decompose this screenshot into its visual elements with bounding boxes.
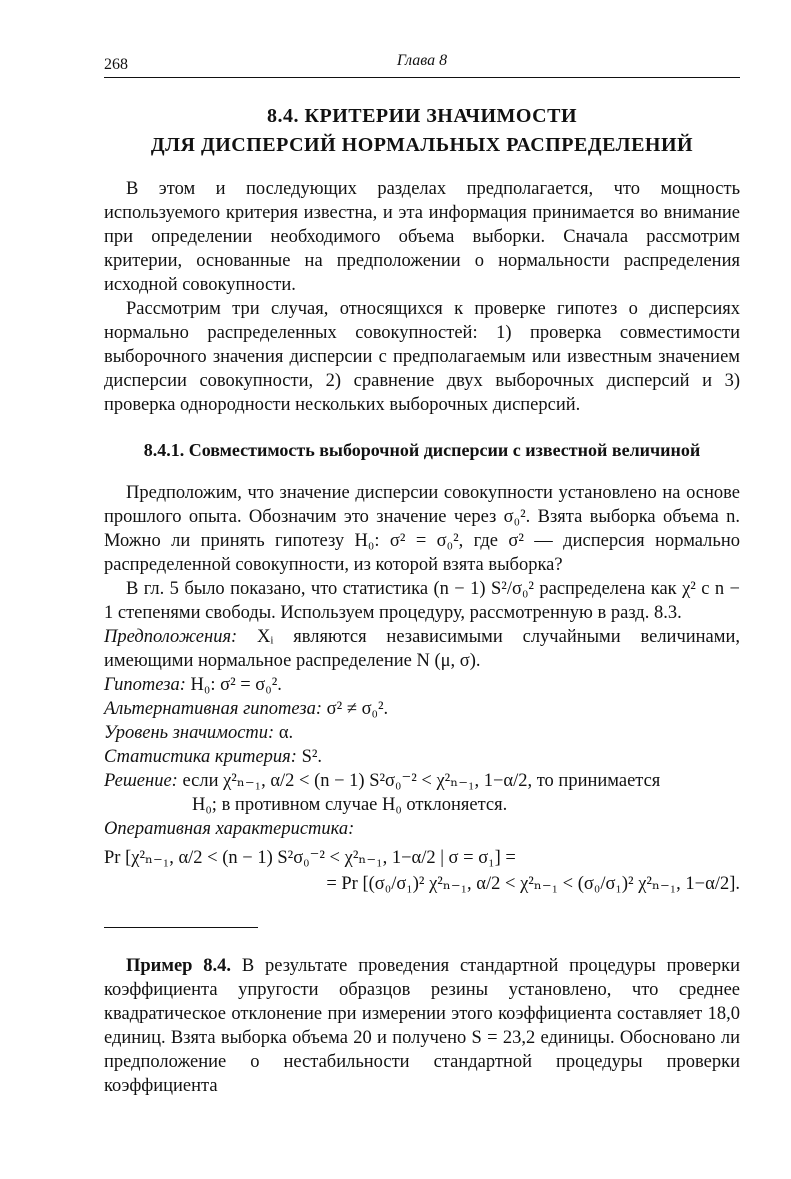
intro-paragraph-2: Рассмотрим три случая, относящихся к проверке гипотез о дисперсиях нормально распределенных совокупностей: 1) проверка совместимости выборочного значения дисперсии с предполагаемым или известным значением дисперсии совокупности, 2) сравнение двух выборочных дисперсий и 3) проверка однородности нескольких выборочных дисперсий. [104,299,740,415]
decision-text-2: H₀; в противном случае H₀ отклоняется. [192,795,508,815]
alternative-label: Альтернативная гипотеза: [104,699,323,719]
assumptions-row [104,625,740,673]
example-label: Пример 8.4. [126,956,232,976]
statistic-label: Статистика критерия: [104,747,297,767]
oc-row [104,817,740,841]
example-paragraph [104,954,740,1098]
decision-text-1: если χ²ₙ₋₁, α/2 < (n − 1) S²σ₀⁻² < χ²ₙ₋₁, 1−α/2, то принимается [182,771,661,791]
subsection-paragraph-1: Предположим, что значение дисперсии совокупности установлено на основе прошлого опыта. Обозначим это значение через σ₀². Взята выборка объема n. Можно ли принять гипотезу H₀: σ² = σ₀², где σ² — дисперсия нормально распределенной совокупности, из которой взята выборка? [104,483,740,575]
document-page [104,52,740,1098]
subsection-heading: 8.4.1. Совместимость выборочной дисперсии с известной величиной [143,440,701,460]
subsection-paragraph-2: В гл. 5 было показано, что статистика (n − 1) S²/σ₀² распределена как χ² с n − 1 степенями свободы. Используем процедуру, рассмотренную в разд. 8.3. [104,579,740,623]
section-heading-line-1: 8.4. КРИТЕРИИ ЗНАЧИМОСТИ [266,105,578,127]
assumptions-text: Xᵢ являются независимыми случайными величинами, имеющими нормальное распределение N (μ, σ). [104,627,740,671]
decision-row [104,769,740,793]
procedure-block [104,625,740,897]
example-text: В результате проведения стандартной процедуры проверки коэффициента упругости образцов резины установлено, что среднее квадратическое отклонение при измерении этого коэффициента составляет 18,0 единиц. Взята выборка объема 20 и получено S = 23,2 единицы. Обосновано ли предположение о нестабильности стандартной процедуры проверки коэффициента [104,956,740,1096]
decision-label: Решение: [104,771,178,791]
significance-label: Уровень значимости: [104,723,275,743]
assumptions-label: Предположения: [104,627,238,647]
running-header [104,52,740,78]
section-heading [104,102,740,160]
significance-text: α. [278,723,294,743]
significance-row [104,721,740,745]
oc-formula-line-1: Pr [χ²ₙ₋₁, α/2 < (n − 1) S²σ₀⁻² < χ²ₙ₋₁, 1−α/2 | σ = σ₁] = [104,848,516,868]
page-number: 268 [104,56,128,73]
alternative-text: σ² ≠ σ₀². [326,699,389,719]
section-heading-line-2: ДЛЯ ДИСПЕРСИЙ НОРМАЛЬНЫХ РАСПРЕДЕЛЕНИЙ [150,134,694,156]
statistic-text: S². [301,747,323,767]
intro-paragraph-1: В этом и последующих разделах предполагается, что мощность используемого критерия известна, и эта информация принимается во внимание при определении необходимого объема выборки. Сначала рассмотрим критерии, основанные на предположении о нормальности распределения исходной совокупности. [104,179,740,295]
hypothesis-label: Гипотеза: [104,675,186,695]
hypothesis-text: H₀: σ² = σ₀². [190,675,282,695]
chapter-title: Глава 8 [396,52,448,69]
alternative-row [104,697,740,721]
hypothesis-row [104,673,740,697]
oc-label: Оперативная характеристика: [104,819,355,839]
oc-formula-line-2: = Pr [(σ₀/σ₁)² χ²ₙ₋₁, α/2 < χ²ₙ₋₁ < (σ₀/σ₁)² χ²ₙ₋₁, 1−α/2]. [326,874,740,894]
separator-rule [104,927,258,928]
statistic-row [104,745,740,769]
